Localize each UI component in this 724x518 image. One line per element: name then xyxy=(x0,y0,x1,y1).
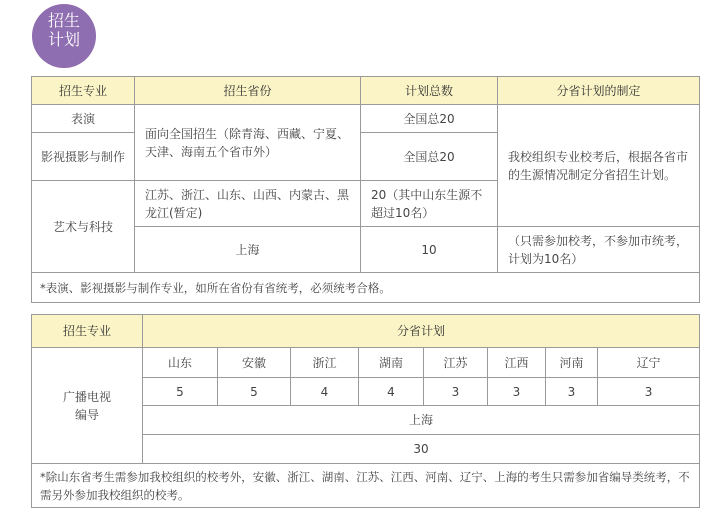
section-badge xyxy=(32,4,96,68)
header-province-plan: 分省计划 xyxy=(143,315,700,348)
table1-note: *表演、影视摄影与制作专业，如所在省份有省统考，必须统考合格。 xyxy=(32,273,700,303)
major-label: 广播电视编导 xyxy=(62,389,111,422)
major-film: 影视摄影与制作 xyxy=(32,133,135,181)
major-performance: 表演 xyxy=(32,105,135,133)
total-shanghai: 10 xyxy=(361,227,498,273)
quota-cell: 4 xyxy=(291,378,359,406)
enrollment-plan-table xyxy=(31,76,700,303)
broadcast-directing-plan-table xyxy=(31,314,700,508)
header-total: 计划总数 xyxy=(361,77,498,105)
method-shanghai: （只需参加校考，不参加市统考，计划为10名） xyxy=(498,227,700,273)
header-major: 招生专业 xyxy=(32,77,135,105)
province-cell: 河南 xyxy=(546,348,598,378)
table2-note: *除山东省考生需参加我校组织的校考外，安徽、浙江、湖南、江苏、江西、河南、辽宁、上海的考生只需参加省编导类统考，不需另外参加我校组织的校考。 xyxy=(32,464,700,508)
badge-line-2: 计划 xyxy=(47,30,80,49)
header-method: 分省计划的制定 xyxy=(498,77,700,105)
table-header-row xyxy=(32,77,700,105)
header-major: 招生专业 xyxy=(32,315,143,348)
province-art-tech: 江苏、浙江、山东、山西、内蒙古、黑龙江(暂定) xyxy=(135,181,361,227)
header-province: 招生省份 xyxy=(135,77,361,105)
total-performance: 全国总20 xyxy=(361,105,498,133)
province-shanghai: 上海 xyxy=(135,227,361,273)
quota-cell: 3 xyxy=(424,378,488,406)
province-cell: 辽宁 xyxy=(598,348,700,378)
table-header-row xyxy=(32,315,700,348)
table-row xyxy=(32,105,700,133)
province-cell: 湖南 xyxy=(359,348,424,378)
quota-cell: 3 xyxy=(598,378,700,406)
quota-cell: 3 xyxy=(488,378,546,406)
table-note-row xyxy=(32,464,700,508)
badge-line-1: 招生 xyxy=(47,11,80,30)
major-art-tech: 艺术与科技 xyxy=(32,181,135,273)
total-film: 全国总20 xyxy=(361,133,498,181)
province-cell: 浙江 xyxy=(291,348,359,378)
quota-cell: 5 xyxy=(143,378,218,406)
method-main: 我校组织专业校考后，根据各省市的生源情况制定分省招生计划。 xyxy=(498,105,700,227)
table-note-row xyxy=(32,273,700,303)
province-cell: 江苏 xyxy=(424,348,488,378)
province-cell: 山东 xyxy=(143,348,218,378)
province-row xyxy=(32,348,700,378)
shanghai-label: 上海 xyxy=(143,406,700,435)
province-nationwide: 面向全国招生（除青海、西藏、宁夏、天津、海南五个省市外） xyxy=(135,105,361,181)
major-broadcast-directing xyxy=(32,348,143,464)
province-cell: 江西 xyxy=(488,348,546,378)
shanghai-quota: 30 xyxy=(143,435,700,464)
quota-cell: 4 xyxy=(359,378,424,406)
province-cell: 安徽 xyxy=(218,348,291,378)
quota-cell: 3 xyxy=(546,378,598,406)
quota-cell: 5 xyxy=(218,378,291,406)
total-art-tech: 20（其中山东生源不超过10名） xyxy=(361,181,498,227)
